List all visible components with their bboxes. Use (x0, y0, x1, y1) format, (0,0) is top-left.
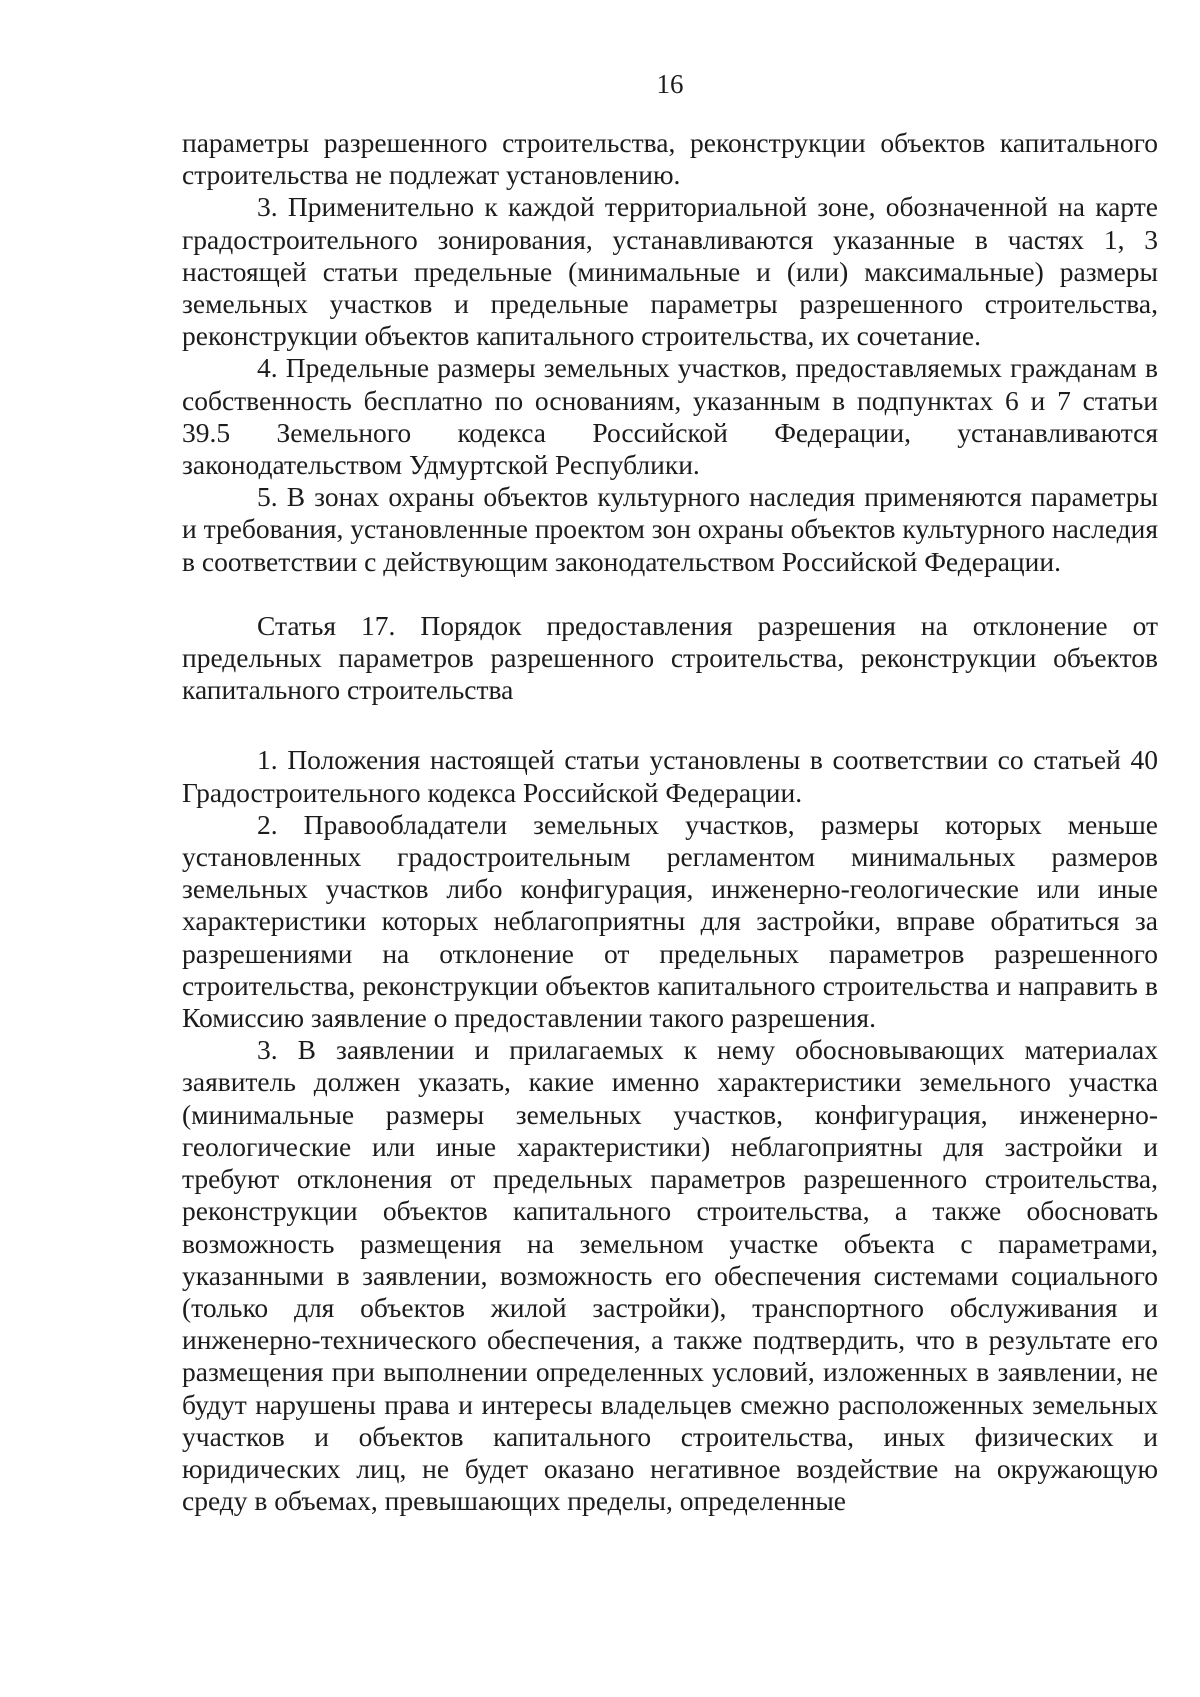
article-paragraph-1: 1. Положения настоящей статьи установлены в соответствии со статьей 40 Градостроительного кодекса Российской Федерации. (182, 744, 1158, 808)
spacer (182, 578, 1158, 610)
paragraph-3: 3. Применительно к каждой территориальной зоне, обозначенной на карте градостроительного зонирования, устанавливаются указанные в частях 1, 3 настоящей статьи предельные (минимальные и (или) максимальные) размеры земельных участков и предельные параметры разрешенного строительства, реконструкции объектов капитального строительства, их сочетание. (182, 191, 1158, 352)
paragraph-4: 4. Предельные размеры земельных участков, предоставляемых гражданам в собственность бесплатно по основаниям, указанным в подпунктах 6 и 7 статьи 39.5 Земельного кодекса Российской Федерации, устанавливаются законодательством Удмуртской Республики. (182, 352, 1158, 481)
paragraph-continuation: параметры разрешенного строительства, реконструкции объектов капитального строительства не подлежат установлению. (182, 127, 1158, 191)
article-paragraph-2: 2. Правообладатели земельных участков, размеры которых меньше установленных градостроительным регламентом минимальных размеров земельных участков либо конфигурация, инженерно-геологические или иные характеристики которых неблагоприятны для застройки, вправе обратиться за разрешениями на отклонение от предельных параметров разрешенного строительства, реконструкции объектов капитального строительства и направить в Комиссию заявление о предоставлении такого разрешения. (182, 808, 1158, 1034)
document-body (182, 127, 1158, 1517)
article-paragraph-3: 3. В заявлении и прилагаемых к нему обосновывающих материалах заявитель должен указать, какие именно характеристики земельного участка (минимальные размеры земельных участков, конфигурация, инженерно-геологические или иные характеристики) неблагоприятны для застройки и требуют отклонения от предельных параметров разрешенного строительства, реконструкции объектов капитального строительства, а также обосновать возможность размещения на земельном участке объекта с параметрами, указанными в заявлении, возможность его обеспечения системами социального (только для объектов жилой застройки), транспортного обслуживания и инженерно-технического обеспечения, а также подтвердить, что в результате его размещения при выполнении определенных условий, изложенных в заявлении, не будут нарушены права и интересы владельцев смежно расположенных земельных участков и объектов капитального строительства, иных физических и юридических лиц, не будет оказано негативное воздействие на окружающую среду в объемах, превышающих пределы, определенные (182, 1034, 1158, 1517)
spacer (182, 706, 1158, 744)
page-number: 16 (656, 69, 684, 99)
paragraph-5: 5. В зонах охраны объектов культурного наследия применяются параметры и требования, установленные проектом зон охраны объектов культурного наследия в соответствии с действующим законодательством Российской Федерации. (182, 481, 1158, 577)
article-heading: Статья 17. Порядок предоставления разрешения на отклонение от предельных параметров разрешенного строительства, реконструкции объектов капитального строительства (182, 609, 1158, 706)
document-page (182, 60, 1158, 1660)
